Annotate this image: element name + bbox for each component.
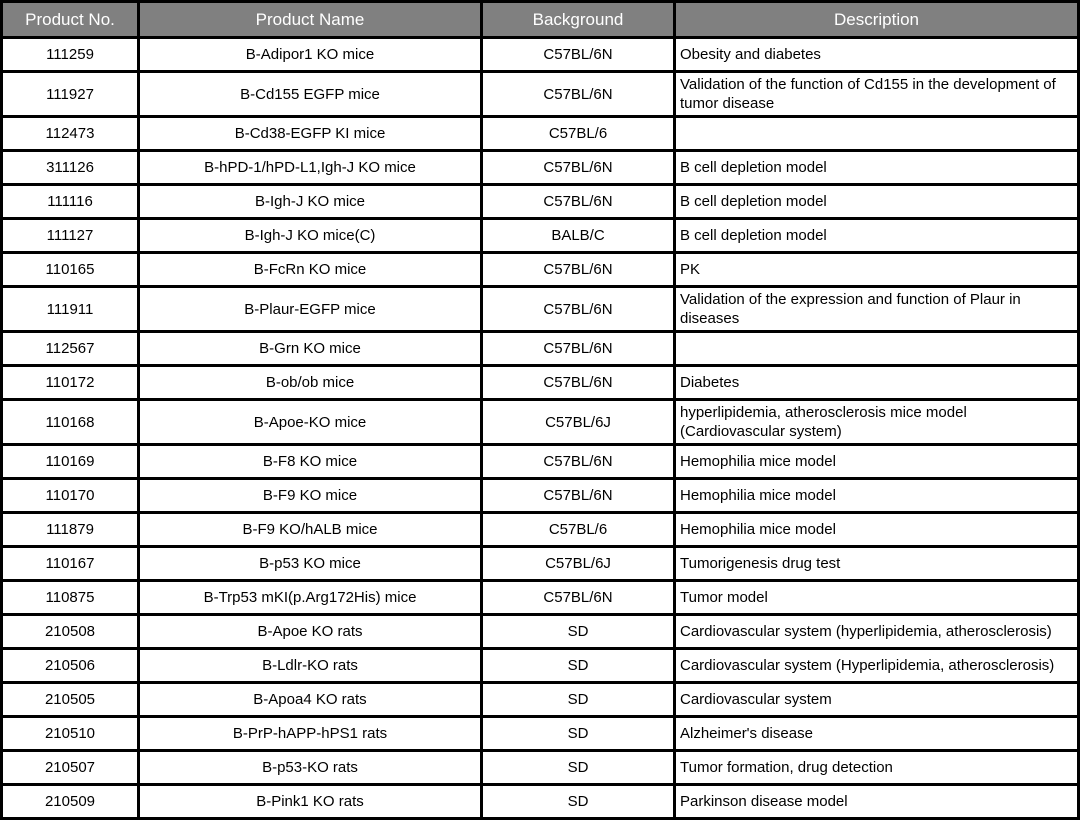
cell-description: Validation of the expression and function of Plaur in diseases (676, 288, 1077, 330)
cell-background: C57BL/6N (483, 288, 673, 330)
table-row (3, 73, 1077, 115)
cell-description: Diabetes (676, 367, 1077, 398)
cell-background: SD (483, 786, 673, 817)
cell-product-no: 110165 (3, 254, 137, 285)
cell-description: B cell depletion model (676, 220, 1077, 251)
cell-description: Tumorigenesis drug test (676, 548, 1077, 579)
cell-background: SD (483, 616, 673, 647)
cell-product-name: B-PrP-hAPP-hPS1 rats (140, 718, 480, 749)
cell-background: C57BL/6J (483, 401, 673, 443)
cell-background: C57BL/6N (483, 367, 673, 398)
table-row (3, 152, 1077, 183)
cell-product-name: B-Plaur-EGFP mice (140, 288, 480, 330)
cell-product-no: 210510 (3, 718, 137, 749)
cell-background: C57BL/6N (483, 480, 673, 511)
cell-product-name: B-Ldlr-KO rats (140, 650, 480, 681)
cell-product-no: 210508 (3, 616, 137, 647)
cell-product-no: 311126 (3, 152, 137, 183)
cell-description (676, 333, 1077, 364)
cell-description: Parkinson disease model (676, 786, 1077, 817)
table-row (3, 684, 1077, 715)
cell-product-name: B-ob/ob mice (140, 367, 480, 398)
cell-background: C57BL/6 (483, 514, 673, 545)
cell-background: BALB/C (483, 220, 673, 251)
cell-product-name: B-Adipor1 KO mice (140, 39, 480, 70)
cell-background: C57BL/6N (483, 73, 673, 115)
cell-product-name: B-Grn KO mice (140, 333, 480, 364)
cell-product-name: B-Cd38-EGFP KI mice (140, 118, 480, 149)
cell-description: Alzheimer's disease (676, 718, 1077, 749)
table-row (3, 616, 1077, 647)
cell-description: Cardiovascular system (Hyperlipidemia, atherosclerosis) (676, 650, 1077, 681)
cell-product-name: B-F8 KO mice (140, 446, 480, 477)
header-row (3, 3, 1077, 36)
cell-description: B cell depletion model (676, 152, 1077, 183)
table-row (3, 514, 1077, 545)
table-row (3, 582, 1077, 613)
table-row (3, 401, 1077, 443)
cell-product-name: B-Apoe KO rats (140, 616, 480, 647)
cell-product-no: 210509 (3, 786, 137, 817)
cell-product-name: B-Trp53 mKI(p.Arg172His) mice (140, 582, 480, 613)
cell-background: C57BL/6N (483, 152, 673, 183)
cell-product-name: B-Cd155 EGFP mice (140, 73, 480, 115)
cell-product-no: 110169 (3, 446, 137, 477)
cell-background: C57BL/6N (483, 333, 673, 364)
cell-product-name: B-Apoa4 KO rats (140, 684, 480, 715)
cell-product-no: 112567 (3, 333, 137, 364)
table-row (3, 254, 1077, 285)
table-row (3, 367, 1077, 398)
cell-product-no: 111116 (3, 186, 137, 217)
cell-product-name: B-F9 KO mice (140, 480, 480, 511)
cell-background: SD (483, 684, 673, 715)
cell-background: C57BL/6N (483, 254, 673, 285)
cell-product-name: B-Igh-J KO mice(C) (140, 220, 480, 251)
cell-product-name: B-Apoe-KO mice (140, 401, 480, 443)
cell-product-no: 210506 (3, 650, 137, 681)
cell-description: Tumor model (676, 582, 1077, 613)
cell-product-no: 112473 (3, 118, 137, 149)
column-header-background: Background (483, 3, 673, 36)
table-row (3, 220, 1077, 251)
table-row (3, 786, 1077, 817)
cell-background: C57BL/6 (483, 118, 673, 149)
table-row (3, 333, 1077, 364)
cell-description: Cardiovascular system (676, 684, 1077, 715)
cell-product-name: B-F9 KO/hALB mice (140, 514, 480, 545)
cell-product-no: 111911 (3, 288, 137, 330)
cell-product-no: 210507 (3, 752, 137, 783)
cell-product-no: 110172 (3, 367, 137, 398)
cell-background: C57BL/6N (483, 186, 673, 217)
cell-description: Obesity and diabetes (676, 39, 1077, 70)
cell-product-no: 111879 (3, 514, 137, 545)
table-row (3, 446, 1077, 477)
table-row (3, 718, 1077, 749)
table-row (3, 752, 1077, 783)
cell-background: C57BL/6N (483, 446, 673, 477)
cell-product-no: 111127 (3, 220, 137, 251)
cell-description: Validation of the function of Cd155 in the development of tumor disease (676, 73, 1077, 115)
cell-product-name: B-FcRn KO mice (140, 254, 480, 285)
cell-product-name: B-p53 KO mice (140, 548, 480, 579)
cell-background: C57BL/6J (483, 548, 673, 579)
cell-description: B cell depletion model (676, 186, 1077, 217)
cell-description: Cardiovascular system (hyperlipidemia, atherosclerosis) (676, 616, 1077, 647)
cell-product-no: 110170 (3, 480, 137, 511)
column-header-description: Description (676, 3, 1077, 36)
cell-product-no: 110168 (3, 401, 137, 443)
table-row (3, 288, 1077, 330)
column-header-product-no: Product No. (3, 3, 137, 36)
cell-background: SD (483, 650, 673, 681)
cell-product-name: B-hPD-1/hPD-L1,Igh-J KO mice (140, 152, 480, 183)
cell-product-no: 110875 (3, 582, 137, 613)
cell-background: C57BL/6N (483, 582, 673, 613)
cell-product-name: B-Igh-J KO mice (140, 186, 480, 217)
cell-product-no: 111927 (3, 73, 137, 115)
cell-background: SD (483, 752, 673, 783)
cell-product-name: B-p53-KO rats (140, 752, 480, 783)
cell-product-no: 210505 (3, 684, 137, 715)
cell-background: SD (483, 718, 673, 749)
table-row (3, 186, 1077, 217)
table-row (3, 39, 1077, 70)
cell-description: Hemophilia mice model (676, 514, 1077, 545)
table-row (3, 650, 1077, 681)
table-row (3, 548, 1077, 579)
cell-background: C57BL/6N (483, 39, 673, 70)
cell-description: Hemophilia mice model (676, 446, 1077, 477)
cell-description: PK (676, 254, 1077, 285)
cell-description: Tumor formation, drug detection (676, 752, 1077, 783)
table-row (3, 480, 1077, 511)
cell-description (676, 118, 1077, 149)
cell-description: hyperlipidemia, atherosclerosis mice model (Cardiovascular system) (676, 401, 1077, 443)
cell-product-no: 111259 (3, 39, 137, 70)
cell-description: Hemophilia mice model (676, 480, 1077, 511)
table-body (3, 39, 1077, 817)
cell-product-no: 110167 (3, 548, 137, 579)
column-header-product-name: Product Name (140, 3, 480, 36)
cell-product-name: B-Pink1 KO rats (140, 786, 480, 817)
table-row (3, 118, 1077, 149)
